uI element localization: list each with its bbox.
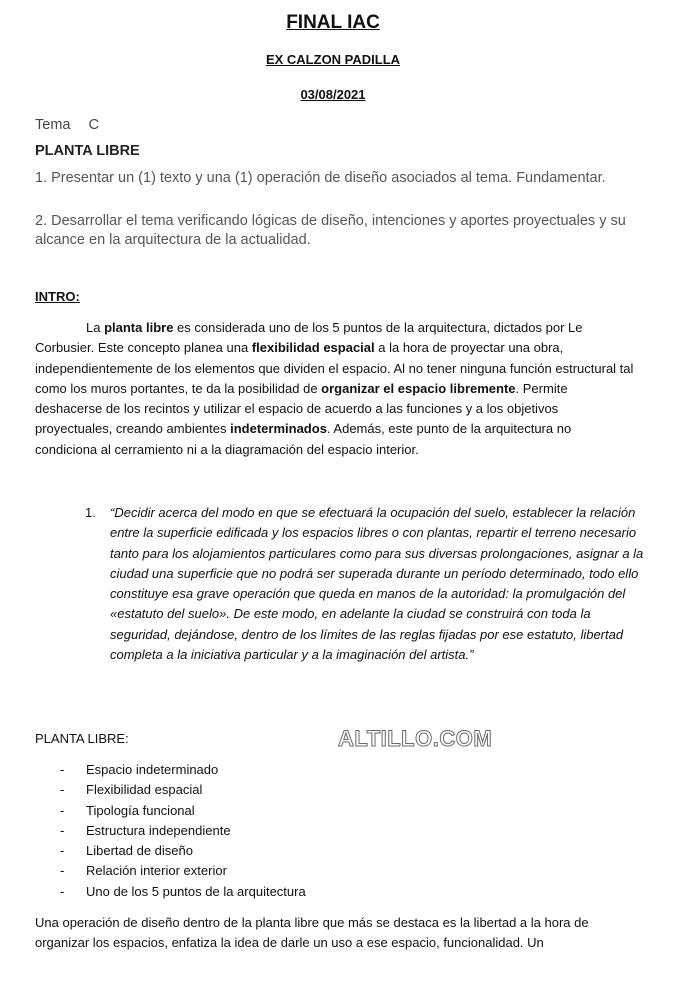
quote-number: 1. (85, 505, 96, 520)
list-item (60, 882, 306, 902)
planta-libre-heading: PLANTA LIBRE: (35, 731, 129, 746)
intro-bold: flexibilidad espacial (251, 340, 375, 356)
intro-heading: INTRO: (35, 289, 80, 304)
intro-text: La (86, 320, 105, 335)
intro-paragraph (35, 318, 635, 460)
intro-bold: organizar el espacio libremente (321, 380, 516, 396)
intro-bold: indeterminados (230, 421, 327, 437)
dash-bullet: - (60, 863, 65, 879)
dash-bullet: - (60, 843, 65, 859)
list-item (60, 841, 306, 861)
closing-paragraph: Una operación de diseño dentro de la planta libre que más se destaca es la libertad a la hora de organizar los espacios, enfatiza la idea de darle un uso a ese espacio, funcionalidad. Un (35, 915, 589, 951)
list-item-text: Flexibilidad espacial (86, 782, 203, 798)
dash-bullet: - (60, 883, 65, 899)
list-item-text: Uno de los 5 puntos de la arquitectura (86, 883, 306, 899)
list-item (60, 760, 306, 780)
list-item-text: Estructura independiente (86, 822, 231, 838)
intro-bold: planta libre (104, 320, 174, 335)
feature-list (60, 760, 306, 902)
list-item (60, 780, 306, 800)
dash-bullet: - (60, 822, 65, 838)
intro-text: . Además, este punto de la arquitectura no condiciona al cerramiento ni a la diagramación del espacio interior. (35, 421, 572, 457)
dash-bullet: - (60, 782, 65, 798)
list-item-text: Espacio indeterminado (86, 762, 219, 777)
list-item (60, 861, 306, 881)
dash-bullet: - (60, 802, 65, 818)
list-item-text: Libertad de diseño (86, 843, 193, 859)
tema-line (35, 117, 99, 133)
exam-date: 03/08/2021 (300, 87, 366, 102)
assignment-point-1: 1. Presentar un (1) texto y una (1) operación de diseño asociados al tema. Fundamentar. (35, 170, 606, 186)
assignment-point-2: 2. Desarrollar el tema verificando lógicas de diseño, intenciones y aportes proyectuales y su alcance en la arquitectura de la actualidad. (35, 213, 626, 248)
intro-text: es considerada uno de los 5 puntos de la arquitectura, dictados por Le Corbusier. Este concepto planea una (35, 320, 583, 356)
list-item-text: Relación interior exterior (86, 863, 227, 879)
watermark-logo: ALTILLO.COM (338, 726, 493, 751)
document-title: FINAL IAC (286, 12, 380, 33)
topic-heading: PLANTA LIBRE (35, 143, 140, 159)
professor-line: EX CALZON PADILLA (265, 52, 401, 67)
intro-text: . Permite deshacerse de los recintos y utilizar el espacio de acuerdo a las funciones y a los objetivos proyectuales, creando ambientes (35, 380, 568, 437)
list-item (60, 821, 306, 841)
intro-text: a la hora de proyectar una obra, independientemente de los elementos que dividen el espacio. Al no tener ninguna función estructural tal como los muros portantes, te da la posibilidad de (35, 340, 634, 396)
quote-text: “Decidir acerca del modo en que se efectuará la ocupación del suelo, establecer la relación entre la superficie edificada y los espacios libres o con plantas, repartir el terreno necesario tanto para los alojamientos particulares como para sus diversas prolongaciones, asignar a la ciudad una superficie que no podrá ser superada durante un período determinado, todo ello constituye esa grave operación que queda en manos de la autoridad: la promulgación del «estatuto del suelo». De este modo, en adelante la ciudad se construirá con toda la seguridad, dejándose, dentro de los límites de las reglas fijadas por ese estatuto, libertad completa a la iniciativa particular y a la imaginación del artista.” (110, 505, 644, 663)
list-item (60, 801, 306, 821)
dash-bullet: - (60, 762, 65, 777)
tema-value: C (88, 117, 99, 133)
list-item-text: Tipología funcional (86, 802, 195, 818)
tema-label: Tema (35, 117, 71, 133)
